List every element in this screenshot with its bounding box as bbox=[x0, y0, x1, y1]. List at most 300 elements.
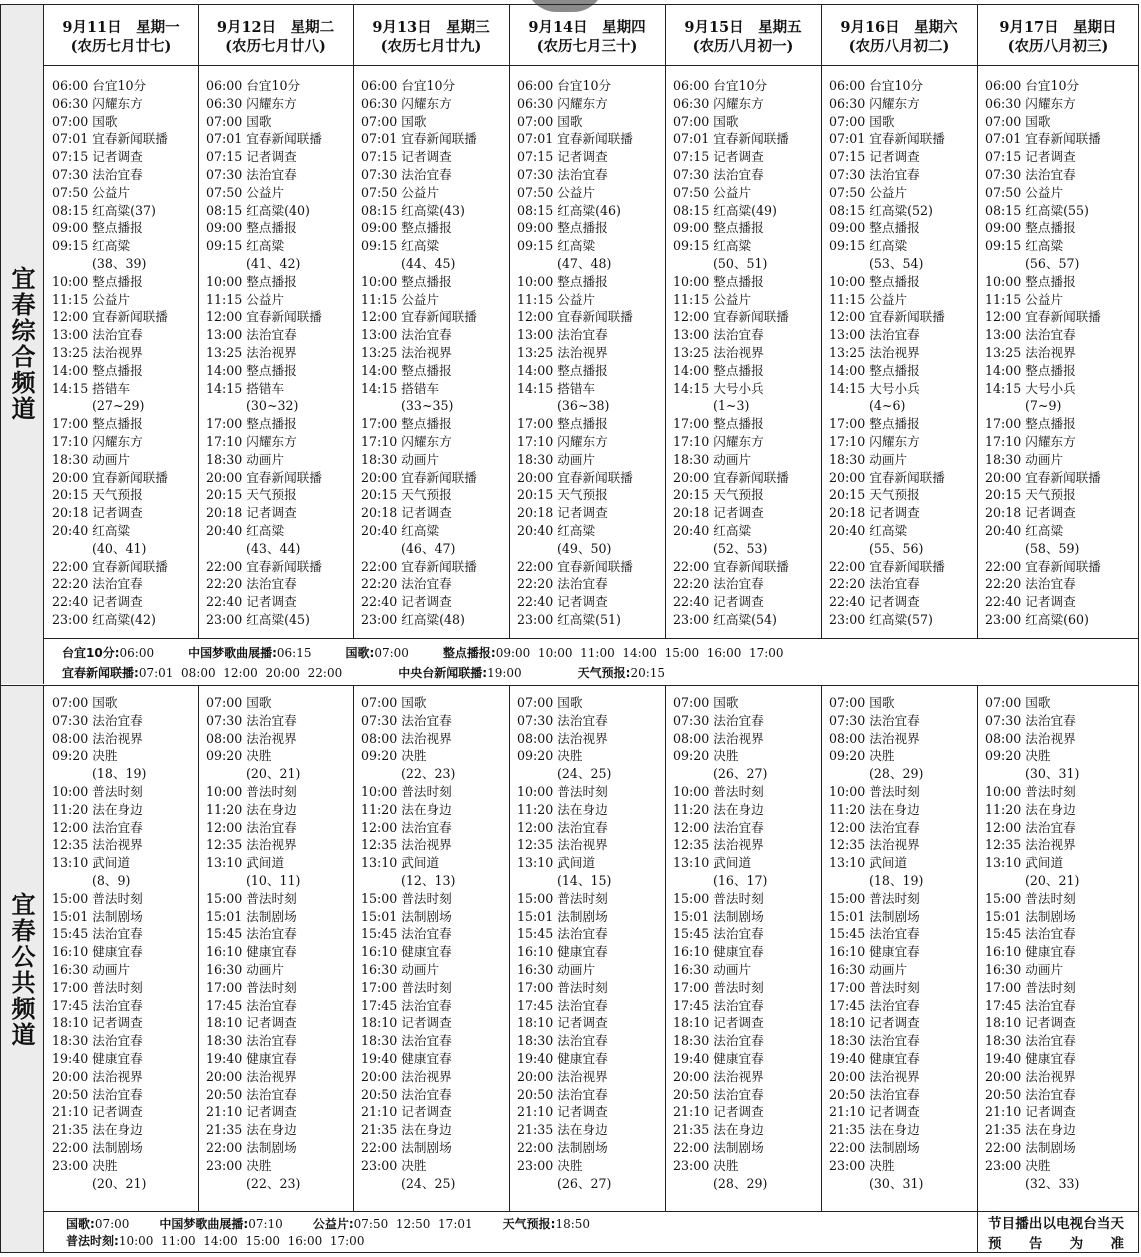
program-item: 15:00 普法时刻 bbox=[52, 890, 143, 906]
program-item: 15:45 法治宜春 bbox=[829, 926, 920, 942]
program-item: 20:00 宜春新闻联播 bbox=[985, 469, 1101, 485]
footer-entry bbox=[398, 666, 521, 680]
program-item: 06:30 闪耀东方 bbox=[361, 95, 452, 111]
program-item: 07:15 记者调查 bbox=[673, 149, 764, 165]
program-item: 14:00 整点播报 bbox=[52, 362, 143, 378]
program-item: 14:15 搭错车 bbox=[52, 380, 131, 396]
program-item: 13:25 法治视界 bbox=[361, 344, 452, 360]
program-item: 14:15 搭错车 bbox=[206, 380, 285, 396]
episode-range: (27~29) bbox=[92, 398, 145, 414]
program-item: 20:00 宜春新闻联播 bbox=[52, 469, 168, 485]
program-item: 07:30 法治宜春 bbox=[52, 712, 143, 728]
program-item: 11:20 法在身边 bbox=[361, 801, 452, 817]
public-schedule-column bbox=[829, 694, 975, 1192]
program-item: 18:10 记者调查 bbox=[517, 1015, 608, 1031]
program-item: 06:00 台宜10分 bbox=[517, 78, 612, 93]
program-item: 09:20 决胜 bbox=[361, 748, 427, 764]
program-item: 13:00 法治宜春 bbox=[673, 327, 764, 343]
program-item: 16:10 健康宜春 bbox=[206, 944, 297, 960]
program-item: 11:15 公益片 bbox=[206, 291, 285, 307]
episode-range: (4~6) bbox=[869, 398, 906, 414]
footer-label: 天气预报: bbox=[577, 666, 631, 680]
header-rule bbox=[44, 65, 1139, 66]
program-item: 14:00 整点播报 bbox=[361, 362, 452, 378]
program-item: 20:40 红高粱 bbox=[206, 522, 285, 538]
program-item: 09:20 决胜 bbox=[829, 748, 895, 764]
general-footer-rule bbox=[44, 638, 1139, 639]
program-item: 15:01 法制剧场 bbox=[361, 908, 452, 924]
program-item: 07:30 法治宜春 bbox=[517, 166, 608, 182]
program-item: 13:00 法治宜春 bbox=[52, 327, 143, 343]
program-item: 20:15 天气预报 bbox=[517, 487, 608, 503]
program-item: 10:00 整点播报 bbox=[361, 273, 452, 289]
program-item: 09:15 红高粱 bbox=[52, 238, 131, 254]
program-item: 07:01 宜春新闻联播 bbox=[829, 131, 945, 147]
episode-range: (26、27) bbox=[713, 766, 768, 782]
program-item: 20:00 法治视界 bbox=[829, 1068, 920, 1084]
program-item: 09:00 整点播报 bbox=[673, 220, 764, 236]
program-item: 18:30 动画片 bbox=[673, 451, 752, 467]
footer-times: 18:50 bbox=[555, 1217, 591, 1231]
program-item: 15:01 法制剧场 bbox=[52, 908, 143, 924]
program-item: 16:30 动画片 bbox=[517, 961, 596, 977]
program-item: 22:00 宜春新闻联播 bbox=[829, 558, 945, 574]
broadcast-note: 节目播出以电视台当天预告为准 bbox=[988, 1216, 1124, 1252]
program-item: 18:30 动画片 bbox=[361, 451, 440, 467]
program-item: 20:40 红高粱 bbox=[361, 522, 440, 538]
footer-label: 宜春新闻联播: bbox=[62, 666, 139, 680]
episode-range: (14、15) bbox=[557, 872, 612, 888]
program-item: 09:15 红高粱 bbox=[829, 238, 908, 254]
program-item: 21:10 记者调查 bbox=[985, 1104, 1076, 1120]
program-item: 09:15 红高粱 bbox=[361, 238, 440, 254]
footer-entry bbox=[66, 1217, 129, 1231]
program-item: 08:15 红高粱(49) bbox=[673, 202, 777, 218]
program-item: 19:40 健康宜春 bbox=[985, 1050, 1076, 1066]
column-divider bbox=[665, 4, 666, 638]
episode-range: (28、29) bbox=[713, 1175, 768, 1191]
program-item: 08:00 法治视界 bbox=[206, 730, 297, 746]
program-item: 06:00 台宜10分 bbox=[985, 78, 1080, 93]
program-item: 17:45 法治宜春 bbox=[517, 997, 608, 1013]
program-item: 14:15 大号小兵 bbox=[829, 380, 920, 396]
footer-entry bbox=[578, 666, 665, 680]
program-item: 07:15 记者调查 bbox=[206, 149, 297, 165]
program-item: 15:00 普法时刻 bbox=[361, 890, 452, 906]
episode-range: (46、47) bbox=[401, 540, 456, 556]
program-item: 17:00 整点播报 bbox=[985, 416, 1076, 432]
program-item: 23:00 红高粱(57) bbox=[829, 611, 933, 627]
program-item: 12:35 法治视界 bbox=[673, 837, 764, 853]
program-item: 22:00 法制剧场 bbox=[206, 1139, 297, 1155]
program-item: 22:40 记者调查 bbox=[361, 594, 452, 610]
program-item: 07:15 记者调查 bbox=[985, 149, 1076, 165]
program-item: 11:15 公益片 bbox=[673, 291, 752, 307]
day-header bbox=[509, 18, 665, 56]
day-lunar: (农历八月初一) bbox=[692, 38, 794, 55]
program-item: 17:10 闪耀东方 bbox=[206, 433, 297, 449]
program-item: 13:25 法治视界 bbox=[829, 344, 920, 360]
public-footer-line-2 bbox=[66, 1231, 364, 1251]
episode-range: (12、13) bbox=[401, 872, 456, 888]
program-item: 15:45 法治宜春 bbox=[52, 926, 143, 942]
program-item: 17:10 闪耀东方 bbox=[361, 433, 452, 449]
program-item: 13:10 武间道 bbox=[517, 855, 596, 871]
episode-range: (30、31) bbox=[1025, 766, 1080, 782]
program-item: 14:00 整点播报 bbox=[517, 362, 608, 378]
program-item: 15:01 法制剧场 bbox=[673, 908, 764, 924]
program-item: 16:10 健康宜春 bbox=[517, 944, 608, 960]
program-item: 10:00 整点播报 bbox=[829, 273, 920, 289]
day-header bbox=[353, 18, 509, 56]
program-item: 22:40 记者调查 bbox=[206, 594, 297, 610]
channel-name: 宜春公共频道 bbox=[7, 891, 35, 1048]
column-divider bbox=[198, 685, 199, 1211]
program-item: 16:30 动画片 bbox=[829, 961, 908, 977]
footer-times: 07:50 12:50 17:01 bbox=[353, 1217, 473, 1231]
program-item: 14:15 大号小兵 bbox=[673, 380, 764, 396]
program-item: 11:20 法在身边 bbox=[673, 801, 764, 817]
program-item: 23:00 决胜 bbox=[206, 1157, 272, 1173]
program-item: 23:00 红高粱(60) bbox=[985, 611, 1089, 627]
program-item: 19:40 健康宜春 bbox=[361, 1050, 452, 1066]
program-item: 07:01 宜春新闻联播 bbox=[517, 131, 633, 147]
program-item: 21:35 法在身边 bbox=[206, 1122, 297, 1138]
program-item: 18:30 法治宜春 bbox=[985, 1033, 1076, 1049]
program-item: 20:00 法治视界 bbox=[361, 1068, 452, 1084]
footer-entry bbox=[188, 646, 311, 660]
episode-range: (26、27) bbox=[557, 1175, 612, 1191]
program-item: 08:15 红高粱(43) bbox=[361, 202, 465, 218]
program-item: 07:00 国歌 bbox=[673, 113, 739, 129]
program-item: 07:00 国歌 bbox=[829, 695, 895, 710]
program-item: 20:40 红高粱 bbox=[829, 522, 908, 538]
program-item: 13:00 法治宜春 bbox=[361, 327, 452, 343]
program-item: 21:35 法在身边 bbox=[517, 1122, 608, 1138]
program-item: 13:00 法治宜春 bbox=[517, 327, 608, 343]
program-item: 12:35 法治视界 bbox=[829, 837, 920, 853]
program-item: 15:01 法制剧场 bbox=[517, 908, 608, 924]
program-item: 17:45 法治宜春 bbox=[361, 997, 452, 1013]
day-lunar: (农历八月初二) bbox=[848, 38, 950, 55]
column-divider bbox=[509, 4, 510, 638]
general-schedule-column bbox=[985, 77, 1137, 629]
program-item: 12:00 宜春新闻联播 bbox=[673, 309, 789, 325]
program-item: 13:25 法治视界 bbox=[52, 344, 143, 360]
public-schedule-column bbox=[985, 694, 1137, 1192]
program-item: 10:00 普法时刻 bbox=[829, 783, 920, 799]
episode-range: (47、48) bbox=[557, 255, 612, 271]
program-item: 13:10 武间道 bbox=[829, 855, 908, 871]
program-item: 18:30 法治宜春 bbox=[206, 1033, 297, 1049]
program-item: 20:50 法治宜春 bbox=[206, 1086, 297, 1102]
day-lunar: (农历七月廿九) bbox=[380, 38, 482, 55]
footer-times: 07:10 bbox=[248, 1217, 283, 1231]
program-item: 09:20 决胜 bbox=[985, 748, 1051, 764]
program-item: 22:40 记者调查 bbox=[829, 594, 920, 610]
program-item: 12:00 法治宜春 bbox=[52, 819, 143, 835]
program-item: 07:15 记者调查 bbox=[829, 149, 920, 165]
footer-label: 国歌: bbox=[66, 1217, 95, 1231]
program-item: 20:50 法治宜春 bbox=[829, 1086, 920, 1102]
episode-range: (36~38) bbox=[557, 398, 610, 414]
episode-range: (18、19) bbox=[92, 766, 147, 782]
program-item: 20:00 法治视界 bbox=[206, 1068, 297, 1084]
episode-range: (22、23) bbox=[246, 1175, 301, 1191]
day-date-weekday: 9月15日 星期五 bbox=[684, 19, 802, 36]
program-item: 06:00 台宜10分 bbox=[361, 78, 456, 93]
program-item: 07:01 宜春新闻联播 bbox=[985, 131, 1101, 147]
program-item: 12:00 法治宜春 bbox=[985, 819, 1076, 835]
program-item: 12:00 法治宜春 bbox=[206, 819, 297, 835]
program-item: 21:10 记者调查 bbox=[517, 1104, 608, 1120]
public-schedule-column bbox=[206, 694, 351, 1192]
footer-times: 20:15 bbox=[630, 666, 666, 680]
program-item: 09:15 红高粱 bbox=[673, 238, 752, 254]
program-item: 10:00 普法时刻 bbox=[52, 783, 143, 799]
program-item: 09:15 红高粱 bbox=[517, 238, 596, 254]
program-item: 22:40 记者调查 bbox=[985, 594, 1076, 610]
program-item: 16:30 动画片 bbox=[673, 961, 752, 977]
program-item: 14:00 整点播报 bbox=[673, 362, 764, 378]
program-item: 22:20 法治宜春 bbox=[829, 576, 920, 592]
program-item: 14:00 整点播报 bbox=[206, 362, 297, 378]
program-item: 18:10 记者调查 bbox=[206, 1015, 297, 1031]
program-item: 15:00 普法时刻 bbox=[206, 890, 297, 906]
program-item: 17:00 普法时刻 bbox=[985, 979, 1076, 995]
program-item: 22:00 宜春新闻联播 bbox=[673, 558, 789, 574]
program-item: 17:00 整点播报 bbox=[829, 416, 920, 432]
program-item: 11:20 法在身边 bbox=[52, 801, 143, 817]
program-item: 23:00 决胜 bbox=[829, 1157, 895, 1173]
program-item: 18:30 法治宜春 bbox=[829, 1033, 920, 1049]
program-item: 08:15 红高粱(40) bbox=[206, 202, 310, 218]
program-item: 08:00 法治视界 bbox=[673, 730, 764, 746]
column-divider bbox=[353, 685, 354, 1211]
program-item: 07:01 宜春新闻联播 bbox=[361, 131, 477, 147]
episode-range: (30、31) bbox=[869, 1175, 924, 1191]
episode-range: (58、59) bbox=[1025, 540, 1080, 556]
program-item: 17:00 普法时刻 bbox=[673, 979, 764, 995]
program-item: 08:15 红高粱(46) bbox=[517, 202, 621, 218]
program-item: 18:10 记者调查 bbox=[52, 1015, 143, 1031]
program-item: 06:00 台宜10分 bbox=[673, 78, 768, 93]
program-item: 23:00 决胜 bbox=[52, 1157, 118, 1173]
program-item: 20:18 记者调查 bbox=[52, 505, 143, 521]
program-item: 21:10 记者调查 bbox=[206, 1104, 297, 1120]
episode-range: (22、23) bbox=[401, 766, 456, 782]
program-item: 18:30 动画片 bbox=[829, 451, 908, 467]
column-divider bbox=[977, 685, 978, 1211]
program-item: 13:25 法治视界 bbox=[985, 344, 1076, 360]
program-item: 20:00 法治视界 bbox=[517, 1068, 608, 1084]
program-item: 20:15 天气预报 bbox=[829, 487, 920, 503]
program-item: 18:30 法治宜春 bbox=[517, 1033, 608, 1049]
episode-range: (40、41) bbox=[92, 540, 147, 556]
general-schedule-column bbox=[52, 77, 196, 629]
program-item: 07:50 公益片 bbox=[673, 184, 752, 200]
program-item: 07:15 记者调查 bbox=[517, 149, 608, 165]
program-item: 07:00 国歌 bbox=[52, 113, 118, 129]
program-item: 19:40 健康宜春 bbox=[673, 1050, 764, 1066]
public-schedule-column bbox=[361, 694, 507, 1192]
program-item: 23:00 决胜 bbox=[985, 1157, 1051, 1173]
program-item: 11:15 公益片 bbox=[517, 291, 596, 307]
program-item: 22:20 法治宜春 bbox=[52, 576, 143, 592]
program-item: 14:00 整点播报 bbox=[829, 362, 920, 378]
program-item: 14:15 大号小兵 bbox=[985, 380, 1076, 396]
program-item: 07:15 记者调查 bbox=[361, 149, 452, 165]
program-item: 13:10 武间道 bbox=[985, 855, 1064, 871]
program-item: 22:20 法治宜春 bbox=[985, 576, 1076, 592]
episode-range: (24、25) bbox=[557, 766, 612, 782]
program-item: 18:10 记者调查 bbox=[361, 1015, 452, 1031]
day-date-weekday: 9月12日 星期二 bbox=[216, 19, 335, 36]
program-item: 09:00 整点播报 bbox=[829, 220, 920, 236]
footer-times: 06:00 bbox=[119, 646, 155, 660]
program-item: 21:35 法在身边 bbox=[361, 1122, 452, 1138]
program-item: 09:20 决胜 bbox=[517, 748, 583, 764]
day-header bbox=[198, 18, 353, 56]
program-item: 22:00 宜春新闻联播 bbox=[985, 558, 1101, 574]
program-item: 20:50 法治宜春 bbox=[361, 1086, 452, 1102]
program-item: 12:35 法治视界 bbox=[52, 837, 143, 853]
program-item: 20:15 天气预报 bbox=[206, 487, 297, 503]
program-item: 07:01 宜春新闻联播 bbox=[673, 131, 789, 147]
program-item: 07:00 国歌 bbox=[829, 113, 895, 129]
episode-range: (30~32) bbox=[246, 398, 299, 414]
program-item: 22:00 法制剧场 bbox=[517, 1139, 608, 1155]
program-item: 08:15 红高粱(52) bbox=[829, 202, 933, 218]
episode-range: (20、21) bbox=[92, 1175, 147, 1191]
program-item: 07:50 公益片 bbox=[361, 184, 440, 200]
program-item: 16:10 健康宜春 bbox=[361, 944, 452, 960]
general-schedule-column bbox=[206, 77, 351, 629]
program-item: 13:10 武间道 bbox=[361, 855, 440, 871]
program-item: 17:00 普法时刻 bbox=[829, 979, 920, 995]
program-item: 09:00 整点播报 bbox=[52, 220, 143, 236]
program-item: 20:00 宜春新闻联播 bbox=[829, 469, 945, 485]
program-item: 22:40 记者调查 bbox=[517, 594, 608, 610]
program-item: 20:50 法治宜春 bbox=[673, 1086, 764, 1102]
program-item: 20:18 记者调查 bbox=[829, 505, 920, 521]
day-date-weekday: 9月11日 星期一 bbox=[62, 19, 180, 36]
footer-label: 天气预报: bbox=[502, 1217, 556, 1231]
episode-range: (18、19) bbox=[869, 872, 924, 888]
program-item: 16:10 健康宜春 bbox=[829, 944, 920, 960]
footer-entry bbox=[62, 646, 154, 660]
program-item: 19:40 健康宜春 bbox=[517, 1050, 608, 1066]
footer-entry bbox=[159, 1217, 282, 1231]
program-item: 07:30 法治宜春 bbox=[829, 712, 920, 728]
program-item: 19:40 健康宜春 bbox=[52, 1050, 143, 1066]
program-item: 15:00 普法时刻 bbox=[673, 890, 764, 906]
footer-times: 07:00 bbox=[374, 646, 409, 660]
day-header bbox=[665, 18, 821, 56]
program-item: 22:00 法制剧场 bbox=[673, 1139, 764, 1155]
footer-entry bbox=[443, 646, 784, 660]
program-item: 13:25 法治视界 bbox=[517, 344, 608, 360]
program-item: 22:00 宜春新闻联播 bbox=[52, 558, 168, 574]
program-item: 12:00 法治宜春 bbox=[673, 819, 764, 835]
program-item: 07:00 国歌 bbox=[673, 695, 739, 710]
day-lunar: (农历七月三十) bbox=[536, 38, 638, 55]
column-divider bbox=[821, 685, 822, 1211]
note-divider bbox=[977, 1211, 978, 1253]
program-item: 06:30 闪耀东方 bbox=[52, 95, 143, 111]
program-item: 09:15 红高粱 bbox=[206, 238, 285, 254]
program-item: 14:00 整点播报 bbox=[985, 362, 1076, 378]
program-item: 17:10 闪耀东方 bbox=[673, 433, 764, 449]
program-item: 17:00 整点播报 bbox=[517, 416, 608, 432]
program-item: 23:00 红高粱(51) bbox=[517, 611, 621, 627]
program-item: 12:00 宜春新闻联播 bbox=[985, 309, 1101, 325]
program-item: 22:00 法制剧场 bbox=[52, 1139, 143, 1155]
program-item: 09:15 红高粱 bbox=[985, 238, 1064, 254]
program-item: 22:40 记者调查 bbox=[673, 594, 764, 610]
program-item: 23:00 决胜 bbox=[517, 1157, 583, 1173]
episode-range: (49、50) bbox=[557, 540, 612, 556]
episode-range: (10、11) bbox=[246, 872, 301, 888]
program-item: 20:18 记者调查 bbox=[985, 505, 1076, 521]
program-item: 06:30 闪耀东方 bbox=[206, 95, 297, 111]
program-item: 09:00 整点播报 bbox=[517, 220, 608, 236]
general-schedule-column bbox=[829, 77, 975, 629]
program-item: 07:30 法治宜春 bbox=[673, 166, 764, 182]
program-item: 07:50 公益片 bbox=[206, 184, 285, 200]
program-item: 17:10 闪耀东方 bbox=[829, 433, 920, 449]
program-item: 22:00 宜春新闻联播 bbox=[517, 558, 633, 574]
program-item: 07:30 法治宜春 bbox=[985, 166, 1076, 182]
public-schedule-column bbox=[673, 694, 819, 1192]
column-divider bbox=[977, 4, 978, 638]
program-item: 13:25 法治视界 bbox=[673, 344, 764, 360]
column-divider bbox=[821, 4, 822, 638]
program-item: 18:30 法治宜春 bbox=[673, 1033, 764, 1049]
program-item: 18:30 法治宜春 bbox=[52, 1033, 143, 1049]
program-item: 12:00 法治宜春 bbox=[361, 819, 452, 835]
program-item: 18:30 动画片 bbox=[517, 451, 596, 467]
episode-range: (43、44) bbox=[246, 540, 301, 556]
episode-range: (20、21) bbox=[246, 766, 301, 782]
program-item: 18:30 动画片 bbox=[206, 451, 285, 467]
program-item: 17:00 整点播报 bbox=[206, 416, 297, 432]
program-item: 20:40 红高粱 bbox=[673, 522, 752, 538]
program-item: 16:10 健康宜春 bbox=[52, 944, 143, 960]
program-item: 10:00 普法时刻 bbox=[361, 783, 452, 799]
footer-times: 06:15 bbox=[276, 646, 312, 660]
program-item: 07:50 公益片 bbox=[985, 184, 1064, 200]
program-item: 17:45 法治宜春 bbox=[52, 997, 143, 1013]
program-item: 23:00 红高粱(54) bbox=[673, 611, 777, 627]
program-item: 08:00 法治视界 bbox=[829, 730, 920, 746]
program-item: 20:00 宜春新闻联播 bbox=[361, 469, 477, 485]
channel-name: 宜春综合频道 bbox=[7, 266, 35, 422]
program-item: 11:20 法在身边 bbox=[206, 801, 297, 817]
episode-range: (56、57) bbox=[1025, 255, 1080, 271]
footer-label: 整点播报: bbox=[442, 646, 496, 660]
program-item: 13:10 武间道 bbox=[52, 855, 131, 871]
episode-range: (33~35) bbox=[401, 398, 454, 414]
program-item: 13:00 法治宜春 bbox=[206, 327, 297, 343]
program-item: 17:00 普法时刻 bbox=[361, 979, 452, 995]
program-item: 20:18 记者调查 bbox=[673, 505, 764, 521]
program-item: 20:40 红高粱 bbox=[985, 522, 1064, 538]
footer-label: 公益片: bbox=[312, 1217, 354, 1231]
program-item: 15:45 法治宜春 bbox=[517, 926, 608, 942]
program-item: 06:00 台宜10分 bbox=[52, 78, 147, 93]
footer-entry bbox=[62, 666, 342, 680]
